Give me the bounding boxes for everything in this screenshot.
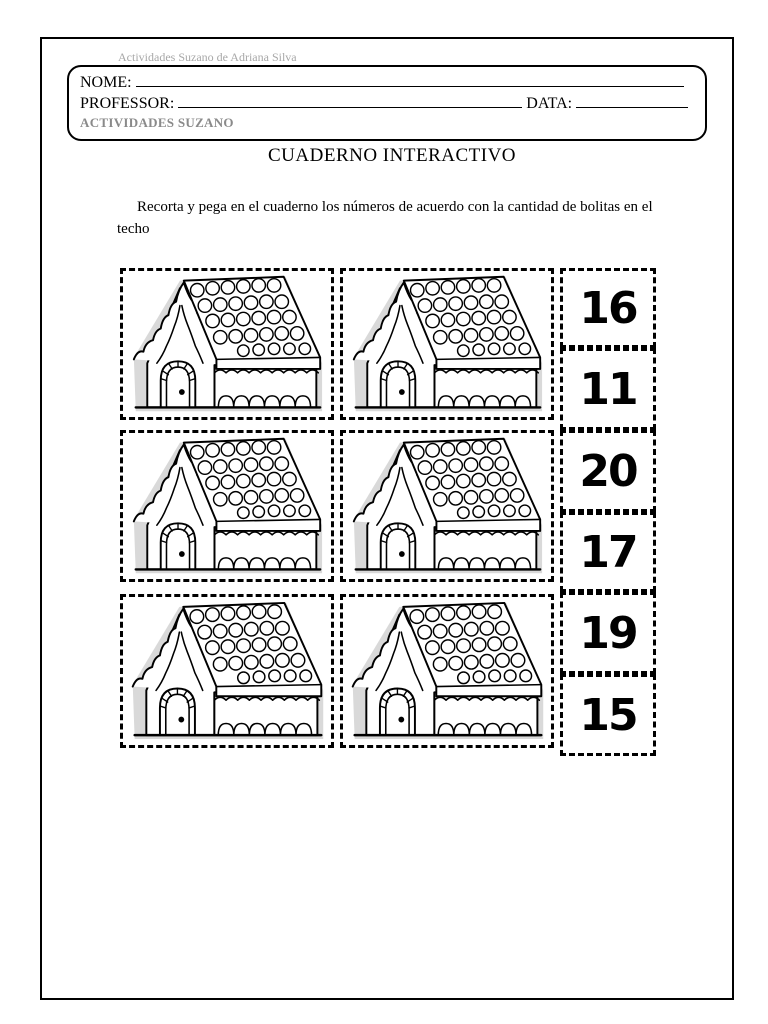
house-card — [120, 594, 334, 748]
house-card — [340, 430, 554, 582]
number-card[interactable] — [560, 674, 656, 756]
teacher-line[interactable] — [178, 106, 522, 108]
number-card[interactable] — [560, 348, 656, 430]
name-label: NOME: — [80, 74, 132, 91]
number-label: 19 — [579, 607, 637, 659]
house-card — [120, 430, 334, 582]
number-label: 20 — [579, 445, 637, 497]
instructions: Recorta y pega en el cuaderno los números de acuerdo con la cantidad de bolitas en el techo — [117, 199, 653, 237]
brand-label: ACTIVIDADES SUZANO — [80, 115, 234, 130]
gingerbread-house-icon — [123, 271, 331, 417]
gingerbread-house-icon — [343, 433, 551, 579]
house-card — [340, 594, 554, 748]
number-card[interactable] — [560, 512, 656, 592]
number-card[interactable] — [560, 268, 656, 348]
gingerbread-house-icon — [123, 597, 331, 745]
gingerbread-house-icon — [343, 271, 551, 417]
house-card — [120, 268, 334, 420]
number-label: 16 — [579, 282, 637, 334]
page-title: CUADERNO INTERACTIVO — [268, 145, 517, 166]
name-line[interactable] — [136, 85, 684, 87]
watermark: Actividades Suzano de Adriana Silva — [118, 50, 297, 64]
number-label: 15 — [579, 689, 637, 741]
number-card[interactable] — [560, 592, 656, 674]
cut-grid — [120, 268, 656, 756]
date-line[interactable] — [576, 106, 688, 108]
number-card[interactable] — [560, 430, 656, 512]
teacher-label: PROFESSOR: — [80, 95, 175, 112]
gingerbread-house-icon — [343, 597, 551, 745]
number-label: 17 — [579, 526, 637, 578]
name-field[interactable] — [80, 74, 684, 92]
house-card — [340, 268, 554, 420]
number-label: 11 — [579, 363, 637, 415]
teacher-field[interactable] — [80, 95, 688, 113]
gingerbread-house-icon — [123, 433, 331, 579]
date-label: DATA: — [526, 95, 573, 112]
